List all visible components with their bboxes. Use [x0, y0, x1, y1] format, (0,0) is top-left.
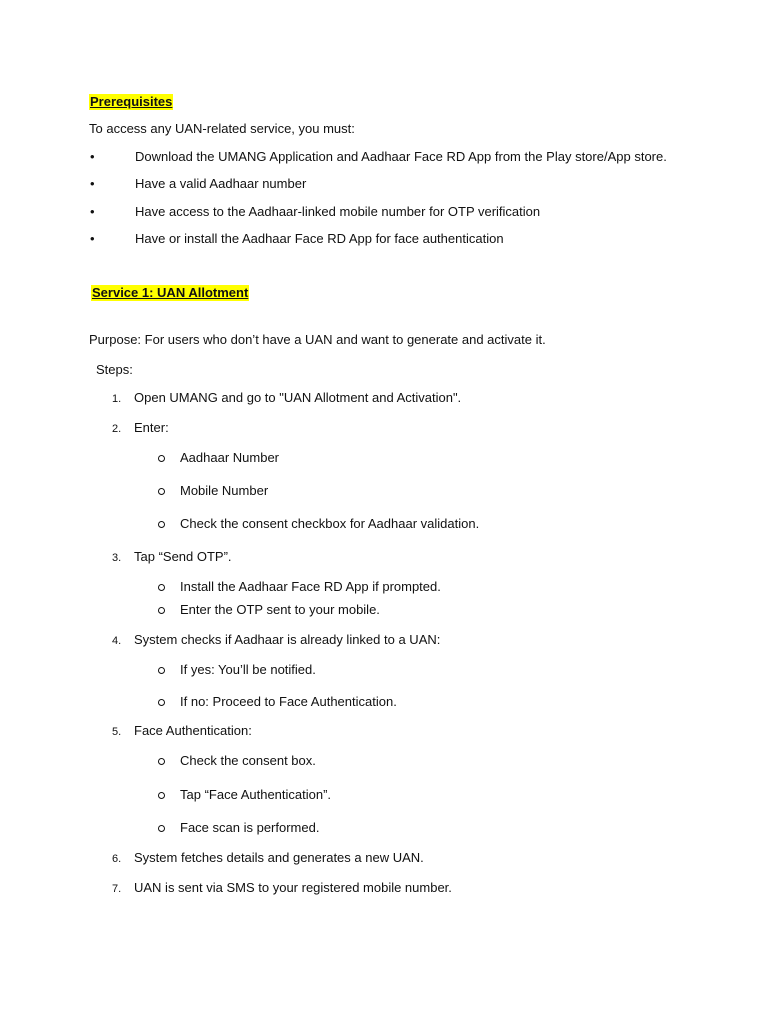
sub-step-text: Mobile Number [180, 483, 269, 498]
sub-step-text: Aadhaar Number [180, 450, 279, 465]
sub-step-text: Check the consent box. [180, 753, 316, 768]
circle-bullet-icon [158, 792, 165, 799]
step-number: 5. [112, 726, 122, 738]
circle-bullet-icon [158, 521, 165, 528]
prerequisites-intro: To access any UAN-related service, you must: [89, 121, 355, 136]
step-text: Tap “Send OTP”. [134, 549, 232, 564]
sub-step-text: If yes: You’ll be notified. [180, 662, 316, 677]
circle-bullet-icon [158, 758, 165, 765]
step-text: System fetches details and generates a new UAN. [134, 850, 424, 865]
circle-bullet-icon [158, 825, 165, 832]
circle-bullet-icon [158, 584, 165, 591]
circle-bullet-icon [158, 667, 165, 674]
sub-step-text: Install the Aadhaar Face RD App if prompted. [180, 579, 441, 594]
prerequisites-heading: Prerequisites [90, 94, 173, 109]
steps-label: Steps: [96, 362, 133, 377]
service1-heading: Service 1: UAN Allotment [92, 285, 249, 300]
bullet-glyph: • [90, 149, 95, 164]
step-text: Face Authentication: [134, 723, 252, 738]
step-number: 6. [112, 853, 122, 865]
step-number: 4. [112, 635, 122, 647]
step-text: Open UMANG and go to "UAN Allotment and Activation". [134, 390, 462, 405]
step-text: UAN is sent via SMS to your registered mobile number. [134, 880, 452, 895]
prerequisite-item: Download the UMANG Application and Aadhaar Face RD App from the Play store/App store. [135, 149, 667, 164]
circle-bullet-icon [158, 488, 165, 495]
prerequisite-item: Have or install the Aadhaar Face RD App for face authentication [135, 231, 504, 246]
bullet-glyph: • [90, 176, 95, 191]
step-number: 3. [112, 552, 122, 564]
prerequisite-item: Have access to the Aadhaar-linked mobile number for OTP verification [135, 204, 541, 219]
bullet-glyph: • [90, 204, 95, 219]
bullet-glyph: • [90, 231, 95, 246]
step-text: System checks if Aadhaar is already linked to a UAN: [134, 632, 441, 647]
sub-step-text: Check the consent checkbox for Aadhaar validation. [180, 516, 480, 531]
service1-purpose: Purpose: For users who don’t have a UAN and want to generate and activate it. [89, 332, 546, 347]
sub-step-text: If no: Proceed to Face Authentication. [180, 694, 397, 709]
sub-step-text: Enter the OTP sent to your mobile. [180, 602, 380, 617]
step-number: 1. [112, 393, 122, 405]
step-text: Enter: [134, 420, 169, 435]
prerequisite-item: Have a valid Aadhaar number [135, 176, 307, 191]
sub-step-text: Face scan is performed. [180, 820, 320, 835]
circle-bullet-icon [158, 455, 165, 462]
step-number: 2. [112, 423, 122, 435]
sub-step-text: Tap “Face Authentication”. [180, 787, 332, 802]
circle-bullet-icon [158, 699, 165, 706]
circle-bullet-icon [158, 607, 165, 614]
step-number: 7. [112, 883, 122, 895]
